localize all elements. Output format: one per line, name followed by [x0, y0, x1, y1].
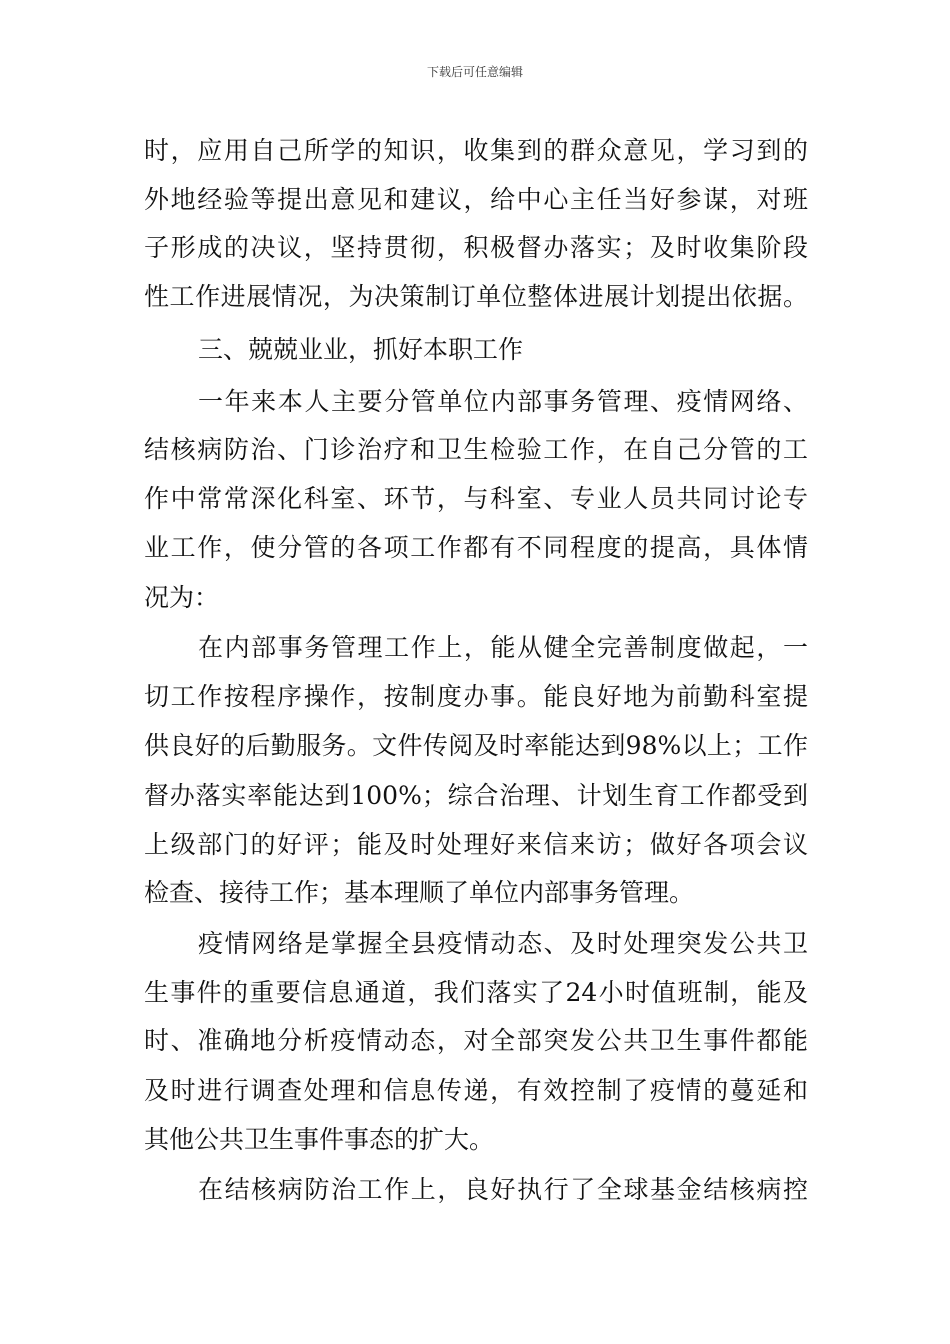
- section-heading: 三、兢兢业业，抓好本职工作: [198, 335, 524, 364]
- body-line-12: 切工作按程序操作，按制度办事。能良好地为前勤科室提: [144, 682, 808, 711]
- body-line-18: 生事件的重要信息通道，我们落实了24小时值班制，能及: [144, 978, 808, 1007]
- body-line-22: 在结核病防治工作上，良好执行了全球基金结核病控: [198, 1175, 808, 1204]
- body-line-3: 子形成的决议，坚持贯彻，积极督办落实；及时收集阶段: [144, 233, 808, 262]
- body-line-8: 作中常常深化科室、环节，与科室、专业人员共同讨论专: [144, 484, 808, 513]
- body-line-10: 况为：: [144, 583, 220, 612]
- body-line-16: 检查、接待工作；基本理顺了单位内部事务管理。: [144, 878, 695, 907]
- body-line-20: 及时进行调查处理和信息传递，有效控制了疫情的蔓延和: [144, 1076, 808, 1105]
- body-line-7: 结核病防治、门诊治疗和卫生检验工作，在自己分管的工: [144, 435, 808, 464]
- body-line-14: 督办落实率能达到100%；综合治理、计划生育工作都受到: [144, 781, 808, 810]
- body-line-4: 性工作进展情况，为决策制订单位整体进展计划提出依据。: [144, 282, 808, 311]
- body-line-11: 在内部事务管理工作上，能从健全完善制度做起，一: [198, 633, 808, 662]
- body-line-15: 上级部门的好评；能及时处理好来信来访；做好各项会议: [144, 830, 808, 859]
- body-line-2: 外地经验等提出意见和建议，给中心主任当好参谋，对班: [144, 185, 808, 214]
- body-line-9: 业工作，使分管的各项工作都有不同程度的提高，具体情: [144, 533, 808, 562]
- body-line-6: 一年来本人主要分管单位内部事务管理、疫情网络、: [198, 387, 808, 416]
- body-line-21: 其他公共卫生事件事态的扩大。: [144, 1125, 495, 1154]
- body-line-19: 时、准确地分析疫情动态，对全部突发公共卫生事件都能: [144, 1026, 808, 1055]
- body-line-1: 时，应用自己所学的知识，收集到的群众意见，学习到的: [144, 136, 808, 165]
- body-line-17: 疫情网络是掌握全县疫情动态、及时处理突发公共卫: [198, 929, 808, 958]
- body-line-13: 供良好的后勤服务。文件传阅及时率能达到98%以上；工作: [144, 731, 808, 760]
- page-header: 下载后可任意编辑: [426, 65, 523, 79]
